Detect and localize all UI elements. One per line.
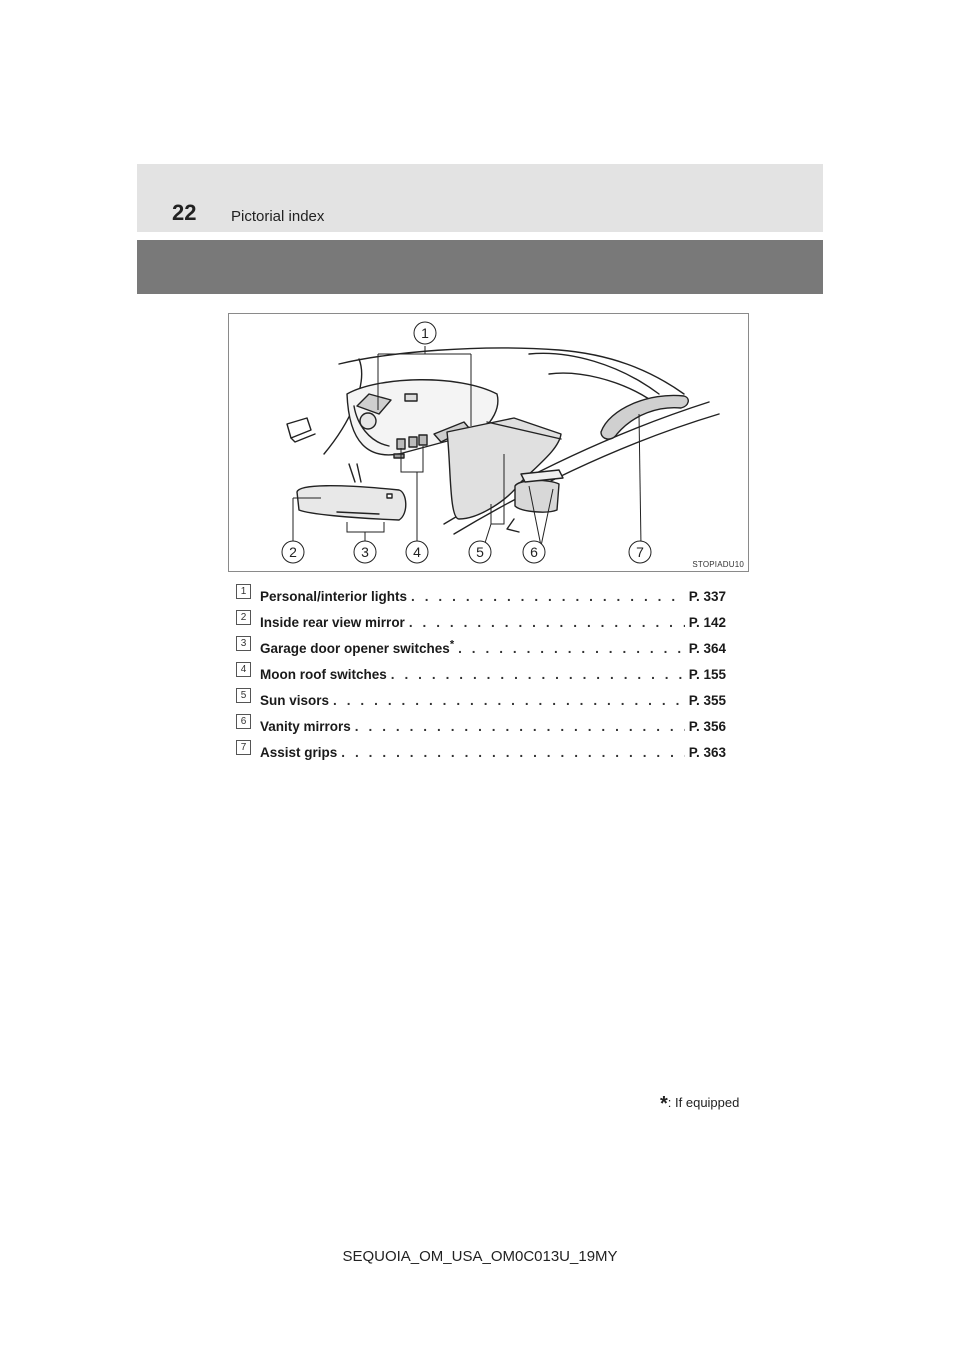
index-item-garage-door-opener[interactable]: [236, 635, 726, 661]
item-label: Assist grips: [260, 745, 338, 760]
section-title: Pictorial index: [231, 208, 325, 225]
leader-dots: [458, 641, 685, 656]
index-list: [236, 583, 726, 765]
index-item-rear-view-mirror[interactable]: [236, 609, 726, 635]
leader-dots: [333, 693, 685, 708]
item-number-box: 3: [236, 636, 251, 651]
if-equipped-star: *: [449, 638, 455, 651]
leader-dots: [411, 589, 685, 604]
callout-7: 7: [636, 544, 644, 560]
leader-dots: [355, 719, 685, 734]
index-item-personal-lights[interactable]: [236, 583, 726, 609]
illustration-code: STOPIADU10: [692, 560, 744, 569]
item-label: Vanity mirrors: [260, 719, 351, 734]
item-number-box: 1: [236, 584, 251, 599]
item-label: Inside rear view mirror: [260, 615, 405, 630]
index-item-assist-grips[interactable]: [236, 739, 726, 765]
section-banner: [137, 240, 823, 294]
if-equipped-footnote: [660, 1093, 739, 1116]
item-page-ref[interactable]: P. 364: [688, 641, 726, 656]
leader-dots: [391, 667, 685, 682]
item-number-box: 4: [236, 662, 251, 677]
item-page-ref[interactable]: P. 355: [688, 693, 726, 708]
index-item-moon-roof-switches[interactable]: [236, 661, 726, 687]
footnote-text: : If equipped: [667, 1095, 740, 1110]
leader-dots: [341, 745, 684, 760]
item-number-box: 2: [236, 610, 251, 625]
item-number-box: 5: [236, 688, 251, 703]
footnote-star: *: [660, 1093, 668, 1115]
callout-3: 3: [361, 544, 369, 560]
leader-dots: [409, 615, 685, 630]
item-page-ref[interactable]: P. 155: [688, 667, 726, 682]
callout-2: 2: [289, 544, 297, 560]
callout-6: 6: [530, 544, 538, 560]
callout-5: 5: [476, 544, 484, 560]
document-code: SEQUOIA_OM_USA_OM0C013U_19MY: [342, 1248, 618, 1265]
item-label: Moon roof switches: [260, 667, 387, 682]
item-label: Sun visors: [260, 693, 330, 708]
index-item-vanity-mirrors[interactable]: [236, 713, 726, 739]
item-page-ref[interactable]: P. 363: [688, 745, 726, 760]
callout-4: 4: [413, 544, 421, 560]
overhead-console-drawing: [229, 314, 749, 572]
item-label: Garage door opener switches*: [260, 638, 455, 656]
overhead-console-illustration: [228, 313, 749, 572]
item-page-ref[interactable]: P. 356: [688, 719, 726, 734]
page-number: 22: [172, 200, 197, 225]
item-label: Personal/interior lights: [260, 589, 408, 604]
item-page-ref[interactable]: P. 142: [688, 615, 726, 630]
callout-1: 1: [421, 325, 429, 341]
index-item-sun-visors[interactable]: [236, 687, 726, 713]
item-number-box: 7: [236, 740, 251, 755]
item-number-box: 6: [236, 714, 251, 729]
item-page-ref[interactable]: P. 337: [688, 589, 726, 604]
